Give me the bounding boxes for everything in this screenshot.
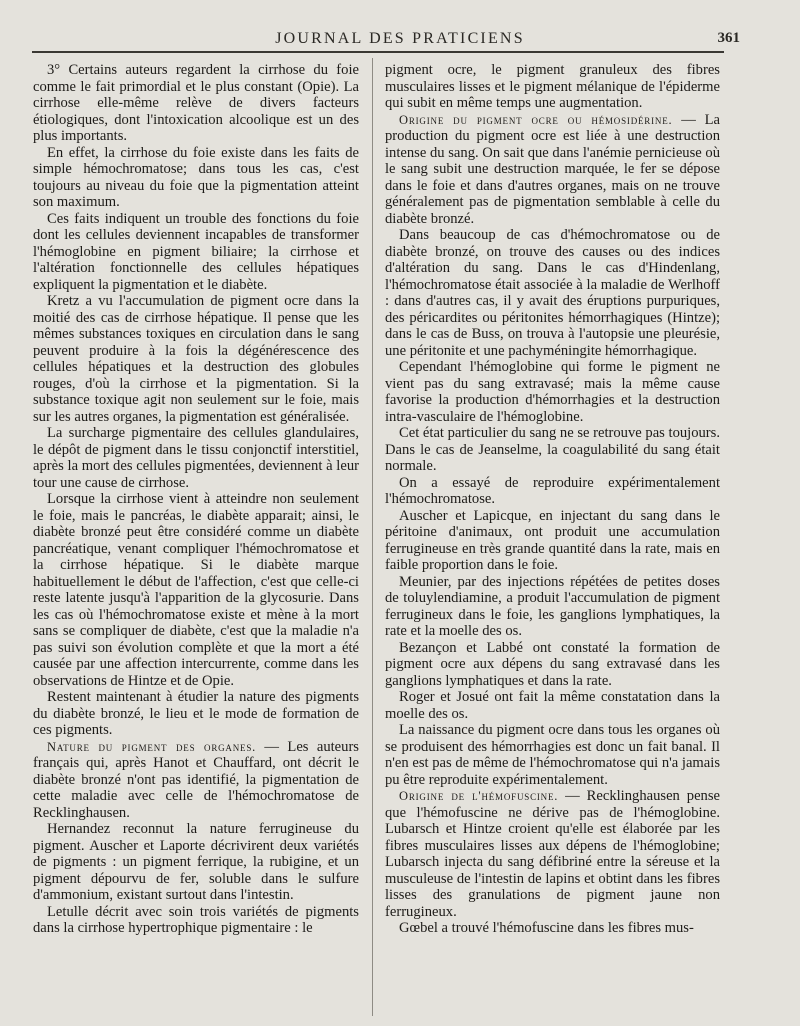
paragraph-text: — Recklinghausen pense que l'hémofuscine ne dérive pas de l'hémoglobine. Lubarsch et Hintze croient qu'elle est élaborée par les fibres musculaires lisses aux dépens de l'hémoglobine; Lubarsch injecta du sang défibriné entre la séreuse et la musculeuse de l'intestin de lapins et obtint dans les fibres lisses des granulations de pigment jaune non ferrugineux.: [385, 788, 720, 920]
header-rule: [32, 51, 724, 53]
paragraph-text: Auscher et Lapicque, en injectant du sang dans le péritoine d'animaux, ont produit une accumulation ferrugineuse en très grande quantité dans la rate, mais en faible proportion dans le foie.: [385, 507, 720, 573]
paragraph-text: Gœbel a trouvé l'hémofuscine dans les fibres mus-: [399, 920, 694, 936]
paragraph: [385, 475, 720, 508]
paragraph: [33, 425, 359, 491]
page-number: 361: [717, 30, 740, 46]
paragraph-text: Bezançon et Labbé ont constaté la formation de pigment ocre aux dépens du sang extravasé dans les ganglions lymphatiques et dans la rate.: [385, 639, 720, 689]
section-heading: Origine du pigment ocre ou hémosidérine.: [399, 112, 673, 127]
paragraph: [385, 920, 720, 937]
paragraph: [33, 821, 359, 904]
paragraph: [33, 62, 359, 145]
running-title: JOURNAL DES PRATICIENS: [275, 30, 525, 47]
paragraph: [33, 145, 359, 211]
paragraph: [385, 722, 720, 788]
paragraph-text: pigment ocre, le pigment granuleux des fibres musculaires lisses et le pigment mélanique de l'épiderme qui subit en même temps une augmentation.: [385, 62, 720, 111]
section-heading: Nature du pigment des organes.: [47, 739, 257, 754]
paragraph: [33, 293, 359, 425]
paragraph: [385, 689, 720, 722]
paragraph: [385, 788, 720, 920]
paragraph-text: Restent maintenant à étudier la nature des pigments du diabète bronzé, le lieu et le mode de formation de ces pigments.: [33, 689, 359, 738]
paragraph-text: La naissance du pigment ocre dans tous les organes où se produisent des hémorrhagies est donc un fait banal. Il n'en est pas de même de l'hémochromatose qui n'a jamais pu être reproduite expérimentalement.: [385, 722, 720, 788]
paragraph-text: — Les auteurs français qui, après Hanot et Chauffard, ont décrit le diabète bronzé n'ont pas identifié, la pigmentation de cette maladie avec celle de l'hémochromatose de Recklinghausen.: [33, 738, 359, 821]
paragraph: [33, 689, 359, 739]
paragraph-text: Hernandez reconnut la nature ferrugineuse du pigment. Auscher et Laporte décrivirent deux variétés de pigments : un pigment ferrique, la rubigine, et un pigment dépourvu de fer, soluble dans le sulfure d'ammonium, existant surtout dans l'intestin.: [33, 821, 359, 903]
paragraph: [385, 359, 720, 425]
paragraph-text: Cet état particulier du sang ne se retrouve pas toujours. Dans le cas de Jeanselme, la coagulabilité du sang était normale.: [385, 425, 720, 474]
column-divider: [372, 58, 373, 1016]
right-column: [385, 62, 720, 937]
paragraph-text: Meunier, par des injections répétées de petites doses de toluylendiamine, a produit l'accumulation de pigment ferrugineux dans le foie, les ganglions lymphatiques, la rate et la moelle des os.: [385, 573, 720, 639]
paragraph-text: 3° Certains auteurs regardent la cirrhose du foie comme le fait primordial et le plus constant (Opie). La cirrhose elle-même relève de divers facteurs étiologiques, dont l'intoxication alcoolique est un des plus importants.: [33, 62, 359, 144]
paragraph: [385, 112, 720, 228]
paragraph: [385, 227, 720, 359]
paragraph-text: Kretz a vu l'accumulation de pigment ocre dans la moitié des cas de cirrhose hépatique. Il pense que les mêmes substances toxiques en circulation dans le sang peuvent produire à la fois la dégénérescence des cellules hépatiques et la destruction des globules rouges, d'où la cirrhose et la pigmentation. Si la substance toxique agit non seulement sur le foie, mais sur les autres organes, la pigmentation est généralisée.: [33, 293, 359, 425]
paragraph-text: Dans beaucoup de cas d'hémochromatose ou de diabète bronzé, on trouve des causes ou des indices d'altération du sang. Dans le cas d'Hindenlang, l'hémochromatose était associée à la maladie de Werlhoff : dans d'autres cas, il y avait des éruptions purpuriques, des péricardites ou péritonites hémorrhagiques (Hintze); dans le cas de Buss, on trouva à l'autopsie une pleurésie, une péritonite et une pachyméningite hémorrhagique.: [385, 227, 720, 359]
paragraph: [385, 574, 720, 640]
paragraph-text: En effet, la cirrhose du foie existe dans les faits de simple hémochromatose; dans tous les cas, c'est toujours au niveau du foie que la pigmentation atteint son maximum.: [33, 144, 359, 210]
paragraph: [33, 904, 359, 937]
paragraph: [33, 491, 359, 689]
paragraph: [33, 211, 359, 294]
page-header: [30, 24, 770, 50]
paragraph-text: — La production du pigment ocre est liée à une destruction intense du sang. On sait que dans l'anémie pernicieuse où le sang subit une destruction marquée, le fer se dépose dans le foie et dans d'autres organes, mais on ne trouve généralement pas de pigmentation semblable à celle du diabète bronzé.: [385, 111, 720, 227]
paragraph-text: Lorsque la cirrhose vient à atteindre non seulement le foie, mais le pancréas, le diabète apparait; ainsi, le diabète bronzé peut être considéré comme un diabète pancréatique, venant compliquer l'hémochromatose et la cirrhose hépatique. Si le diabète marque habituellement le début de l'affection, c'est que celle-ci reste latente jusqu'à l'apparition de la glycosurie. Dans les cas où l'hémochromatose existe et mène à la mort sans se compliquer de diabète, c'est que la maladie n'a pas suivi son évolution complète et que la mort a été causée par une affection intercurrente, comme dans les observations de Hintze et de Opie.: [33, 491, 359, 689]
paragraph-text: Cependant l'hémoglobine qui forme le pigment ne vient pas du sang extravasé; mais la même cause favorise la production d'hémorrhagies et la destruction intra-vasculaire de l'hémoglobine.: [385, 359, 720, 425]
paragraph-text: La surcharge pigmentaire des cellules glandulaires, le dépôt de pigment dans le tissu conjonctif interstitiel, après la mort des cellules pigmentées, deviennent à leur tour une cause de cirrhose.: [33, 425, 359, 491]
paragraph: [33, 739, 359, 822]
paragraph-text: On a essayé de reproduire expérimentalement l'hémochromatose.: [385, 474, 720, 507]
paragraph: [385, 508, 720, 574]
paragraph-text: Letulle décrit avec soin trois variétés de pigments dans la cirrhose hypertrophique pigmentaire : le: [33, 903, 359, 936]
paragraph: [385, 62, 720, 112]
paragraph: [385, 640, 720, 690]
left-column: [33, 62, 359, 937]
section-heading: Origine de l'hémofuscine.: [399, 789, 559, 803]
paragraph-text: Ces faits indiquent un trouble des fonctions du foie dont les cellules deviennent incapables de transformer l'hémoglobine en pigment biliaire; la cirrhose et l'altération fonctionnelle des cellules hépatiques expliquent la pigmentation et le diabète.: [33, 210, 359, 293]
paragraph: [385, 425, 720, 475]
paragraph-text: Roger et Josué ont fait la même constatation dans la moelle des os.: [385, 689, 720, 722]
